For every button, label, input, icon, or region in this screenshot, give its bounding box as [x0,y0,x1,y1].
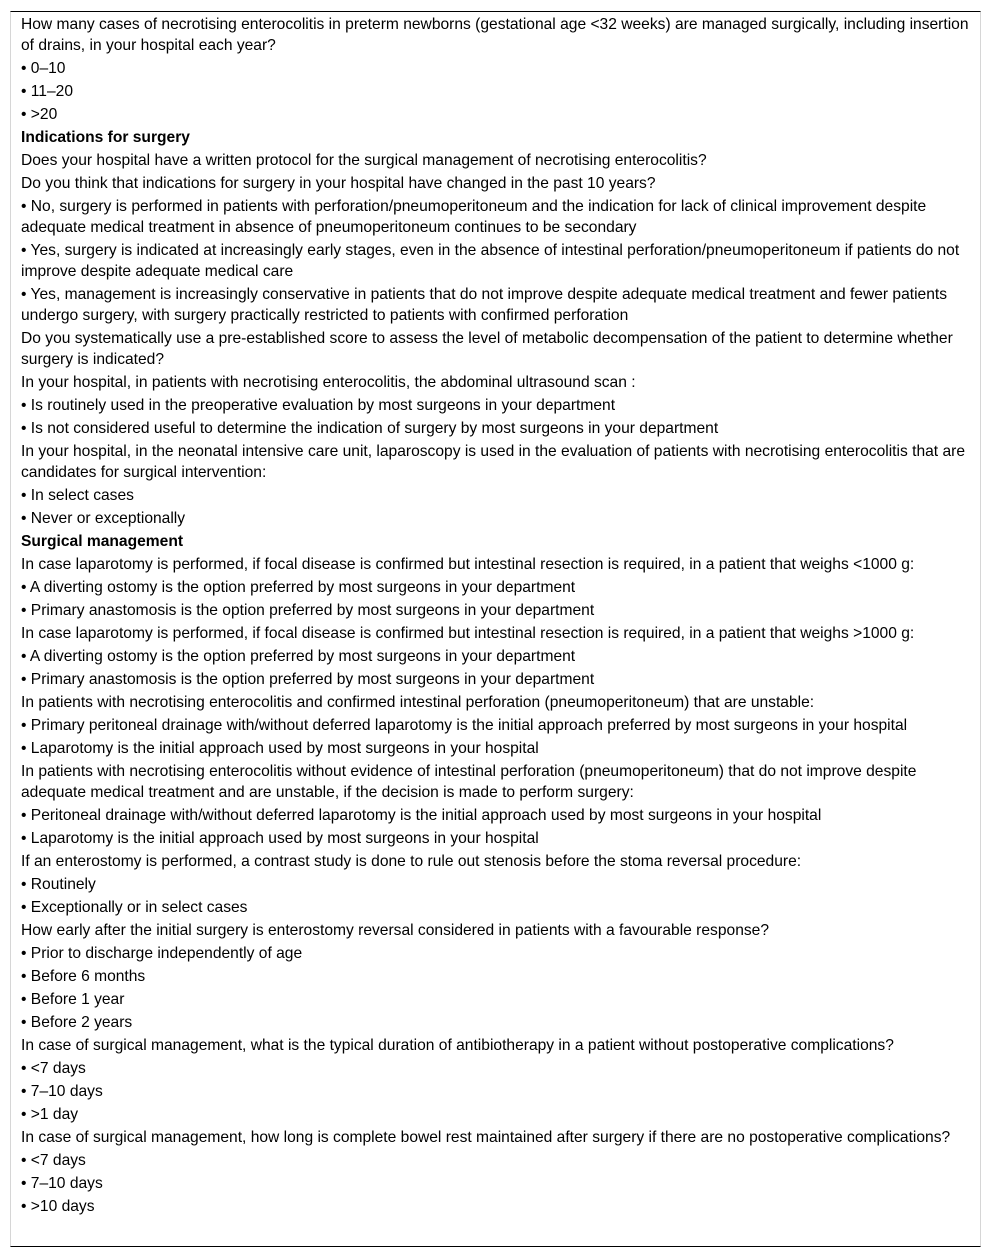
question-text: In patients with necrotising enterocolitis and confirmed intestinal perforation (pneumoperitoneum) that are unstable: [21,694,815,711]
question-text: Do you systematically use a pre-established score to assess the level of metabolic decompensation of the patient to determine whether surgery is indicated? [21,330,953,368]
answer-option: • Primary anastomosis is the option preferred by most surgeons in your department [21,671,595,688]
answer-option: • >10 days [21,1198,95,1215]
answer-option: • Primary anastomosis is the option preferred by most surgeons in your department [21,602,595,619]
answer-option: • In select cases [21,487,134,504]
question-text: In case of surgical management, what is the typical duration of antibiotherapy in a patient without postoperative complications? [21,1037,894,1054]
answer-option: • Is not considered useful to determine the indication of surgery by most surgeons in your department [21,420,719,437]
answer-option: • Before 2 years [21,1014,133,1031]
questionnaire-table [10,11,981,1247]
question-text: In case laparotomy is performed, if focal disease is confirmed but intestinal resection is required, in a patient that weighs <1000 g: [21,556,915,573]
answer-option: • 0–10 [21,60,66,77]
answer-option: • Prior to discharge independently of age [21,945,303,962]
answer-option: • <7 days [21,1152,86,1169]
answer-option: • A diverting ostomy is the option preferred by most surgeons in your department [21,648,576,665]
answer-option: • Never or exceptionally [21,510,186,527]
question-text: If an enterostomy is performed, a contrast study is done to rule out stenosis before the stoma reversal procedure: [21,853,802,870]
answer-option: • Before 1 year [21,991,125,1008]
answer-option: • A diverting ostomy is the option preferred by most surgeons in your department [21,579,576,596]
question-text: Does your hospital have a written protocol for the surgical management of necrotising enterocolitis? [21,152,707,169]
question-text: In your hospital, in patients with necrotising enterocolitis, the abdominal ultrasound scan : [21,374,636,391]
question-text: In your hospital, in the neonatal intensive care unit, laparoscopy is used in the evaluation of patients with necrotising enterocolitis that are candidates for surgical intervention: [21,443,965,481]
answer-option: • Peritoneal drainage with/without deferred laparotomy is the initial approach used by most surgeons in your hospital [21,807,822,824]
answer-option: • >20 [21,106,58,123]
answer-option: • 7–10 days [21,1175,103,1192]
section-heading-indications: Indications for surgery [21,129,190,146]
answer-option: • Laparotomy is the initial approach used by most surgeons in your hospital [21,830,539,847]
answer-option: • 7–10 days [21,1083,103,1100]
answer-option: • Is routinely used in the preoperative evaluation by most surgeons in your department [21,397,616,414]
question-text: In case laparotomy is performed, if focal disease is confirmed but intestinal resection is required, in a patient that weighs >1000 g: [21,625,915,642]
answer-option: • Primary peritoneal drainage with/without deferred laparotomy is the initial approach preferred by most surgeons in your hospital [21,717,908,734]
question-text: Do you think that indications for surgery in your hospital have changed in the past 10 years? [21,175,656,192]
answer-option: • 11–20 [21,83,73,100]
answer-option: • Yes, management is increasingly conservative in patients that do not improve despite adequate medical treatment and fewer patients undergo surgery, with surgery practically restricted to patients with confirmed perforation [21,286,948,324]
section-heading-surgical-management: Surgical management [21,533,184,550]
answer-option: • >1 day [21,1106,79,1123]
answer-option: • <7 days [21,1060,86,1077]
answer-option: • Laparotomy is the initial approach used by most surgeons in your hospital [21,740,539,757]
question-text: In case of surgical management, how long is complete bowel rest maintained after surgery if there are no postoperative complications? [21,1129,951,1146]
question-text: In patients with necrotising enterocolitis without evidence of intestinal perforation (pneumoperitoneum) that do not improve despite adequate medical treatment and are unstable, if the decision is made to perform surgery: [21,763,917,801]
answer-option: • Routinely [21,876,96,893]
answer-option: • No, surgery is performed in patients with perforation/pneumoperitoneum and the indication for lack of clinical improvement despite adequate medical treatment in absence of pneumoperitoneum continues to be secondary [21,198,927,236]
answer-option: • Exceptionally or in select cases [21,899,248,916]
question-text: How early after the initial surgery is enterostomy reversal considered in patients with a favourable response? [21,922,770,939]
answer-option: • Yes, surgery is indicated at increasingly early stages, even in the absence of intestinal perforation/pneumoperitoneum if patients do not improve despite adequate medical care [21,242,960,280]
answer-option: • Before 6 months [21,968,146,985]
question-text: How many cases of necrotising enterocolitis in preterm newborns (gestational age <32 weeks) are managed surgically, including insertion of drains, in your hospital each year? [21,16,969,54]
